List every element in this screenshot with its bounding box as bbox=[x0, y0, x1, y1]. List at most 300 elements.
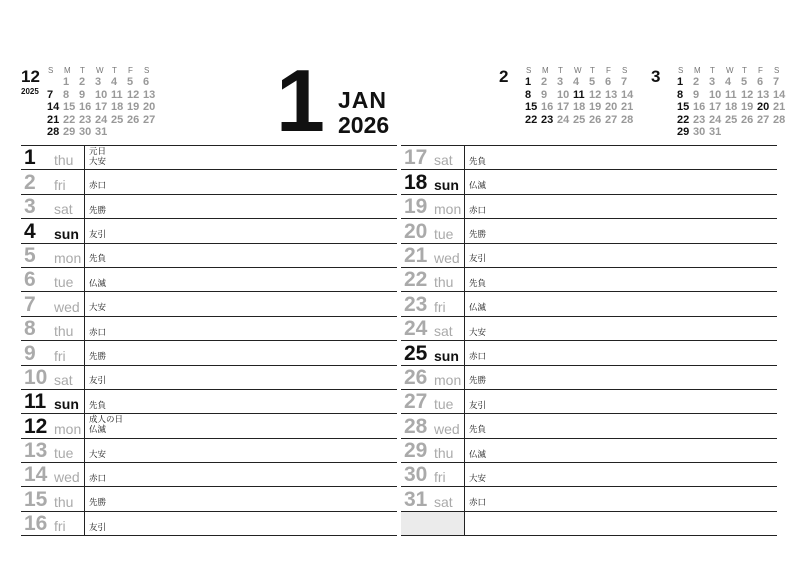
mini-day: 26 bbox=[127, 113, 140, 126]
day-of-week: sun bbox=[54, 225, 79, 242]
day-of-week: tue bbox=[54, 274, 74, 291]
note-line: 友引 bbox=[469, 253, 487, 264]
day-row bbox=[21, 487, 397, 511]
mini-day: 12 bbox=[741, 88, 754, 101]
day-number: 6 bbox=[24, 268, 36, 292]
day-number-cell bbox=[401, 195, 465, 218]
day-row bbox=[21, 244, 397, 268]
day-note bbox=[89, 328, 106, 338]
day-note bbox=[89, 254, 106, 264]
day-of-week: tue bbox=[434, 396, 454, 413]
mini-day: 17 bbox=[709, 101, 722, 114]
day-of-week: fri bbox=[434, 298, 446, 315]
day-of-week: sat bbox=[434, 323, 453, 340]
mini-day: 9 bbox=[693, 88, 700, 101]
mini-day: 8 bbox=[525, 88, 532, 101]
note-line: 友引 bbox=[89, 375, 107, 386]
day-note bbox=[469, 181, 486, 191]
mini-weekday-label: F bbox=[606, 66, 611, 75]
day-row bbox=[401, 512, 777, 536]
current-month-number: 1 bbox=[276, 51, 323, 150]
note-line: 成人の日 bbox=[89, 414, 124, 425]
day-number-cell bbox=[21, 170, 85, 193]
day-number-cell bbox=[401, 268, 465, 291]
mini-day: 21 bbox=[47, 113, 60, 126]
day-number: 2 bbox=[24, 170, 36, 194]
day-note bbox=[89, 181, 106, 191]
mini-day: 23 bbox=[79, 113, 92, 126]
mini-day: 1 bbox=[525, 76, 532, 88]
mini-day: 15 bbox=[525, 101, 538, 114]
day-number-cell bbox=[21, 390, 85, 413]
mini-day: 2 bbox=[693, 76, 700, 88]
mini-weekday-label: S bbox=[622, 66, 628, 75]
note-line: 仏滅 bbox=[89, 423, 107, 434]
day-note bbox=[89, 230, 106, 240]
day-row bbox=[21, 366, 397, 390]
day-number: 5 bbox=[24, 243, 36, 267]
mini-weekday-label: S bbox=[774, 66, 780, 75]
mini-day: 6 bbox=[605, 76, 612, 88]
day-of-week: mon bbox=[434, 201, 462, 218]
day-number-cell bbox=[21, 463, 85, 486]
mini-day: 12 bbox=[589, 88, 602, 101]
mini-weekday-label: W bbox=[96, 66, 104, 75]
mini-day: 3 bbox=[95, 76, 102, 88]
mini-day: 1 bbox=[677, 76, 684, 88]
day-of-week: fri bbox=[54, 176, 66, 193]
mini-day: 14 bbox=[773, 88, 786, 101]
day-number: 31 bbox=[404, 487, 428, 511]
mini-day: 11 bbox=[725, 88, 737, 101]
mini-weekday-label: W bbox=[726, 66, 734, 75]
note-line: 大安 bbox=[469, 472, 487, 483]
note-line: 仏滅 bbox=[89, 277, 107, 288]
mini-day: 3 bbox=[709, 76, 716, 88]
day-number: 9 bbox=[24, 341, 36, 365]
mini-day: 20 bbox=[605, 101, 618, 114]
mini-day: 11 bbox=[111, 88, 123, 101]
mini-day: 2 bbox=[79, 76, 86, 88]
day-number: 17 bbox=[404, 146, 428, 170]
mini-weekday-label: T bbox=[80, 66, 85, 75]
note-line: 友引 bbox=[89, 229, 107, 240]
day-note bbox=[469, 450, 486, 460]
note-line: 赤口 bbox=[89, 180, 107, 191]
note-line: 先勝 bbox=[469, 375, 487, 386]
mini-day: 5 bbox=[589, 76, 596, 88]
mini-calendar-grid bbox=[525, 66, 637, 126]
day-of-week: sat bbox=[54, 371, 73, 388]
mini-day: 16 bbox=[541, 101, 554, 114]
mini-day: 30 bbox=[693, 126, 706, 139]
mini-day: 19 bbox=[127, 101, 140, 114]
note-line: 大安 bbox=[469, 326, 487, 337]
day-number: 12 bbox=[24, 414, 48, 438]
day-of-week: tue bbox=[54, 445, 74, 462]
mini-day: 9 bbox=[79, 88, 86, 101]
day-row bbox=[401, 439, 777, 463]
mini-day: 18 bbox=[573, 101, 586, 114]
day-row bbox=[21, 317, 397, 341]
day-number-cell bbox=[21, 341, 85, 364]
day-number: 30 bbox=[404, 463, 428, 487]
day-row bbox=[401, 366, 777, 390]
mini-day: 28 bbox=[47, 126, 60, 139]
mini-weekday-label: F bbox=[128, 66, 133, 75]
day-note bbox=[89, 474, 106, 484]
mini-weekday-label: W bbox=[574, 66, 582, 75]
day-note bbox=[469, 328, 486, 338]
day-row bbox=[401, 317, 777, 341]
day-of-week: sun bbox=[54, 396, 79, 413]
mini-day bbox=[757, 126, 773, 139]
mini-day: 20 bbox=[757, 101, 770, 114]
note-line: 赤口 bbox=[469, 497, 487, 508]
current-year: 2026 bbox=[338, 112, 390, 138]
mini-day: 8 bbox=[677, 88, 684, 101]
day-note bbox=[89, 206, 106, 216]
day-row bbox=[401, 414, 777, 438]
mini-day: 19 bbox=[741, 101, 754, 114]
day-row bbox=[21, 146, 397, 170]
day-note bbox=[469, 279, 486, 289]
day-of-week: fri bbox=[54, 347, 66, 364]
mini-weekday-label: T bbox=[558, 66, 563, 75]
day-number: 28 bbox=[404, 414, 428, 438]
day-note bbox=[469, 303, 486, 313]
day-number-cell bbox=[21, 366, 85, 389]
day-number-cell bbox=[21, 292, 85, 315]
day-number: 15 bbox=[24, 487, 48, 511]
note-line: 先負 bbox=[469, 277, 487, 288]
day-number: 14 bbox=[24, 463, 48, 487]
day-number-cell bbox=[21, 512, 85, 535]
day-note bbox=[89, 415, 123, 434]
mini-day: 4 bbox=[725, 76, 732, 88]
mini-day bbox=[143, 126, 159, 139]
mini-weekday-label: S bbox=[144, 66, 150, 75]
note-line: 先勝 bbox=[89, 204, 107, 215]
day-of-week: tue bbox=[434, 225, 454, 242]
mini-day: 5 bbox=[741, 76, 748, 88]
day-row bbox=[401, 219, 777, 243]
day-number-cell bbox=[401, 414, 465, 437]
day-number: 7 bbox=[24, 292, 36, 316]
day-number-cell bbox=[401, 317, 465, 340]
mini-day: 27 bbox=[143, 113, 156, 126]
mini-calendar-month: 2 bbox=[499, 67, 509, 86]
day-row bbox=[401, 341, 777, 365]
day-note bbox=[469, 206, 486, 216]
mini-day: 20 bbox=[143, 101, 156, 114]
day-row bbox=[21, 219, 397, 243]
mini-calendar-month: 3 bbox=[651, 67, 661, 86]
mini-weekday-label: S bbox=[678, 66, 684, 75]
mini-day bbox=[773, 126, 789, 139]
day-number-cell bbox=[401, 512, 465, 535]
day-row bbox=[401, 390, 777, 414]
day-number-cell bbox=[21, 146, 85, 169]
note-line: 赤口 bbox=[469, 351, 487, 362]
day-number-cell bbox=[401, 463, 465, 486]
mini-day: 6 bbox=[757, 76, 764, 88]
mini-day: 13 bbox=[143, 88, 156, 101]
mini-day: 26 bbox=[589, 113, 602, 126]
day-note bbox=[469, 230, 486, 240]
day-number-cell bbox=[401, 146, 465, 169]
note-line: 元日 bbox=[89, 146, 107, 156]
day-note bbox=[89, 147, 106, 166]
mini-day: 24 bbox=[557, 113, 570, 126]
day-number: 19 bbox=[404, 195, 428, 219]
day-of-week: thu bbox=[54, 493, 74, 510]
day-column-left bbox=[21, 145, 397, 536]
note-line: 赤口 bbox=[89, 472, 107, 483]
mini-day: 18 bbox=[111, 101, 124, 114]
day-row bbox=[21, 195, 397, 219]
mini-day: 16 bbox=[693, 101, 706, 114]
mini-day: 25 bbox=[573, 113, 586, 126]
note-line: 先負 bbox=[89, 253, 107, 264]
day-number: 20 bbox=[404, 219, 428, 243]
mini-day: 26 bbox=[741, 113, 754, 126]
mini-day: 18 bbox=[725, 101, 738, 114]
note-line: 先勝 bbox=[89, 351, 107, 362]
mini-day: 31 bbox=[95, 126, 108, 139]
mini-weekday-label: M bbox=[64, 66, 71, 75]
mini-day: 29 bbox=[677, 126, 690, 139]
mini-day: 24 bbox=[709, 113, 722, 126]
day-row bbox=[401, 170, 777, 194]
day-note bbox=[89, 523, 106, 533]
day-row bbox=[401, 146, 777, 170]
mini-day bbox=[127, 126, 143, 139]
day-of-week: mon bbox=[434, 371, 462, 388]
day-row bbox=[21, 463, 397, 487]
mini-day: 23 bbox=[541, 113, 554, 126]
day-number: 18 bbox=[404, 170, 428, 194]
day-note bbox=[469, 498, 486, 508]
day-note bbox=[89, 376, 106, 386]
mini-day: 13 bbox=[605, 88, 618, 101]
day-of-week: wed bbox=[54, 469, 80, 486]
day-row bbox=[21, 390, 397, 414]
day-of-week: mon bbox=[54, 420, 82, 437]
day-note bbox=[89, 303, 106, 313]
note-line: 先負 bbox=[89, 399, 107, 410]
mini-day: 7 bbox=[47, 88, 54, 101]
day-of-week: sun bbox=[434, 176, 459, 193]
mini-day: 7 bbox=[773, 76, 780, 88]
mini-weekday-label: M bbox=[694, 66, 701, 75]
day-of-week: wed bbox=[434, 249, 460, 266]
mini-day: 15 bbox=[677, 101, 690, 114]
mini-day: 29 bbox=[63, 126, 76, 139]
mini-day: 22 bbox=[677, 113, 690, 126]
day-number-cell bbox=[401, 219, 465, 242]
day-number: 25 bbox=[404, 341, 428, 365]
day-note bbox=[89, 498, 106, 508]
note-line: 大安 bbox=[89, 302, 107, 313]
mini-calendar-grid bbox=[47, 66, 159, 139]
mini-calendar-month: 12 bbox=[21, 67, 40, 86]
day-note bbox=[469, 425, 486, 435]
note-line: 仏滅 bbox=[469, 448, 487, 459]
mini-day: 23 bbox=[693, 113, 706, 126]
mini-day: 5 bbox=[127, 76, 134, 88]
day-of-week: thu bbox=[434, 274, 454, 291]
mini-day: 14 bbox=[621, 88, 634, 101]
day-row bbox=[401, 244, 777, 268]
day-number-cell bbox=[21, 487, 85, 510]
day-number-cell bbox=[21, 219, 85, 242]
day-row bbox=[21, 268, 397, 292]
day-row bbox=[21, 512, 397, 536]
mini-calendar-grid bbox=[677, 66, 789, 139]
day-number-cell bbox=[21, 244, 85, 267]
day-of-week: mon bbox=[54, 249, 82, 266]
day-note bbox=[89, 401, 106, 411]
mini-weekday-label: S bbox=[48, 66, 54, 75]
mini-day: 13 bbox=[757, 88, 770, 101]
mini-day: 4 bbox=[111, 76, 118, 88]
day-number-cell bbox=[401, 170, 465, 193]
day-column-right bbox=[401, 145, 777, 536]
day-of-week: thu bbox=[434, 445, 454, 462]
mini-day: 2 bbox=[541, 76, 548, 88]
day-number: 29 bbox=[404, 439, 428, 463]
day-number-cell bbox=[21, 414, 85, 437]
day-number-cell bbox=[401, 487, 465, 510]
day-of-week: thu bbox=[54, 323, 74, 340]
mini-day: 11 bbox=[573, 88, 585, 101]
note-line: 友引 bbox=[469, 399, 487, 410]
day-row bbox=[401, 292, 777, 316]
day-number: 13 bbox=[24, 439, 48, 463]
mini-day: 31 bbox=[709, 126, 722, 139]
day-note bbox=[469, 157, 486, 167]
day-number-cell bbox=[401, 390, 465, 413]
note-line: 大安 bbox=[89, 155, 107, 166]
mini-day: 9 bbox=[541, 88, 548, 101]
mini-day bbox=[47, 76, 63, 89]
day-number-cell bbox=[401, 366, 465, 389]
current-month-name: JAN bbox=[338, 87, 388, 113]
mini-day: 30 bbox=[79, 126, 92, 139]
note-line: 大安 bbox=[89, 448, 107, 459]
day-number: 24 bbox=[404, 317, 428, 341]
mini-day: 16 bbox=[79, 101, 92, 114]
mini-day: 27 bbox=[605, 113, 618, 126]
mini-day bbox=[111, 126, 127, 139]
mini-day: 21 bbox=[621, 101, 634, 114]
mini-day: 7 bbox=[621, 76, 628, 88]
mini-day: 15 bbox=[63, 101, 76, 114]
day-number: 16 bbox=[24, 512, 48, 536]
day-number-cell bbox=[401, 341, 465, 364]
day-number: 11 bbox=[24, 390, 47, 414]
day-note bbox=[469, 401, 486, 411]
day-number-cell bbox=[21, 268, 85, 291]
day-number: 4 bbox=[24, 219, 36, 243]
day-row bbox=[21, 439, 397, 463]
day-note bbox=[469, 254, 486, 264]
mini-day: 4 bbox=[573, 76, 580, 88]
day-number: 27 bbox=[404, 390, 428, 414]
day-row bbox=[21, 341, 397, 365]
day-note bbox=[469, 474, 486, 484]
day-of-week: sat bbox=[54, 201, 73, 218]
mini-day: 10 bbox=[95, 88, 108, 101]
mini-day: 19 bbox=[589, 101, 602, 114]
mini-day: 28 bbox=[773, 113, 786, 126]
mini-day: 25 bbox=[725, 113, 738, 126]
day-note bbox=[89, 352, 106, 362]
day-number-cell bbox=[21, 317, 85, 340]
mini-day: 17 bbox=[557, 101, 570, 114]
mini-day: 24 bbox=[95, 113, 108, 126]
day-note bbox=[89, 279, 106, 289]
note-line: 先勝 bbox=[469, 229, 487, 240]
day-note bbox=[469, 352, 486, 362]
day-number-cell bbox=[401, 244, 465, 267]
mini-weekday-label: M bbox=[542, 66, 549, 75]
day-row bbox=[21, 292, 397, 316]
mini-day: 22 bbox=[63, 113, 76, 126]
mini-day: 27 bbox=[757, 113, 770, 126]
mini-weekday-label: T bbox=[742, 66, 747, 75]
day-row bbox=[21, 414, 397, 438]
mini-day: 12 bbox=[127, 88, 140, 101]
day-number-cell bbox=[21, 195, 85, 218]
mini-day: 10 bbox=[557, 88, 570, 101]
mini-calendar-year: 2025 bbox=[21, 87, 39, 96]
mini-day bbox=[741, 126, 757, 139]
day-row bbox=[401, 268, 777, 292]
mini-day: 1 bbox=[63, 76, 70, 88]
day-of-week: thu bbox=[54, 152, 74, 169]
mini-weekday-label: F bbox=[758, 66, 763, 75]
mini-day: 25 bbox=[111, 113, 124, 126]
mini-day: 14 bbox=[47, 101, 60, 114]
day-row bbox=[21, 170, 397, 194]
day-number: 23 bbox=[404, 292, 428, 316]
day-number: 8 bbox=[24, 317, 36, 341]
day-row bbox=[401, 463, 777, 487]
mini-day bbox=[725, 126, 741, 139]
day-number-cell bbox=[401, 292, 465, 315]
day-of-week: wed bbox=[54, 298, 80, 315]
note-line: 先負 bbox=[469, 155, 487, 166]
day-row bbox=[401, 487, 777, 511]
day-note bbox=[469, 376, 486, 386]
day-of-week: sat bbox=[434, 493, 453, 510]
day-row bbox=[401, 195, 777, 219]
note-line: 友引 bbox=[89, 521, 107, 532]
day-of-week: sat bbox=[434, 152, 453, 169]
day-number: 22 bbox=[404, 268, 428, 292]
mini-day: 22 bbox=[525, 113, 538, 126]
day-of-week: wed bbox=[434, 420, 460, 437]
note-line: 赤口 bbox=[469, 204, 487, 215]
day-of-week: sun bbox=[434, 347, 459, 364]
mini-day: 8 bbox=[63, 88, 70, 101]
note-line: 先負 bbox=[469, 424, 487, 435]
mini-day: 3 bbox=[557, 76, 564, 88]
day-number: 3 bbox=[24, 195, 36, 219]
note-line: 仏滅 bbox=[469, 302, 487, 313]
